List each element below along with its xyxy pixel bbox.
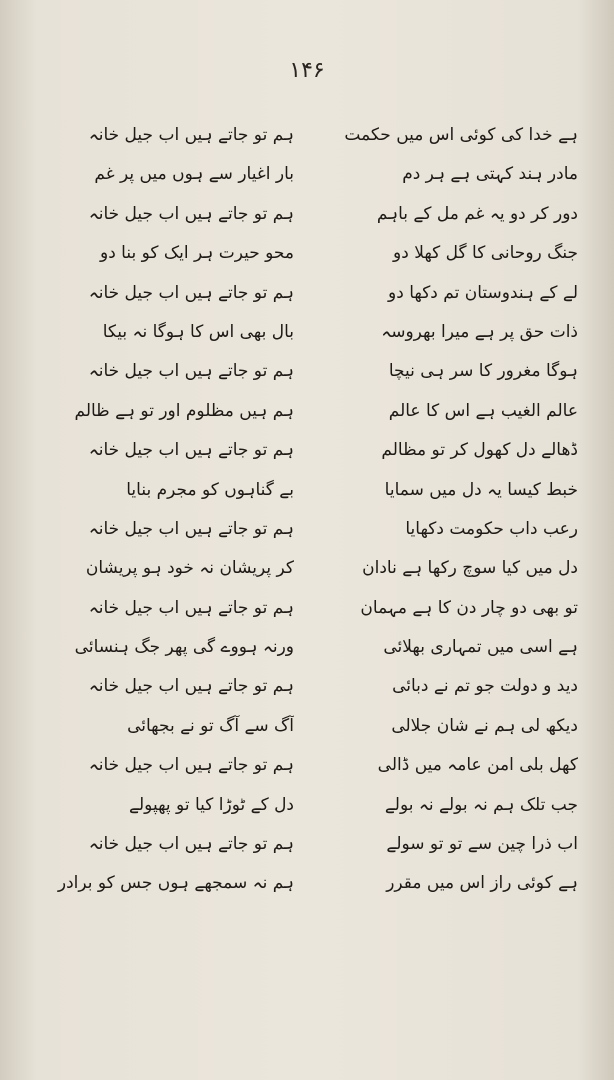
verse-line: تو بھی دو چار دن کا ہے مہمان — [360, 597, 578, 618]
verse-line: محو حیرت ہر ایک کو بنا دو — [99, 243, 294, 264]
verse-line: ہم تو جاتے ہیں اب جیل خانہ — [88, 203, 294, 224]
verse-column-left — [36, 116, 294, 904]
verse-line: جب تلک ہم نہ بولے نہ بولے — [384, 794, 578, 815]
verse-line: کر پریشان نہ خود ہو پریشان — [85, 558, 294, 579]
verse-line: ہم تو جاتے ہیں اب جیل خانہ — [88, 282, 294, 303]
verse-line: دل کے ٹوڑا کیا تو پھپولے — [129, 794, 294, 815]
verse-line: آگ سے آگ تو نے بجھائی — [127, 715, 294, 736]
verse-line: کھل بلی امن عامہ میں ڈالی — [377, 755, 578, 776]
verse-line: بے گناہوں کو مجرم بنایا — [126, 479, 294, 500]
verse-line: ہم نہ سمجھے ہوں جس کو برادر — [57, 873, 294, 894]
verse-line: ڈھالے دل کھول کر تو مظالم — [381, 440, 578, 461]
verse-line: ورنہ ہووے گی پھر جگ ہنسائی — [74, 637, 294, 658]
verse-line: جنگ روحانی کا گل کھلا دو — [393, 243, 578, 264]
verse-line: ہوگا مغرور کا سر ہی نیچا — [388, 361, 578, 382]
verse-line: عالم الغیب ہے اس کا عالم — [388, 400, 578, 421]
verse-line: ہم تو جاتے ہیں اب جیل خانہ — [88, 676, 294, 697]
verse-line: لے کے ہندوستان تم دکھا دو — [388, 282, 578, 303]
verse-line: ہم تو جاتے ہیں اب جیل خانہ — [88, 361, 294, 382]
verse-line: بار اغیار سے ہوں میں پر غم — [94, 164, 294, 185]
verse-line: ہم تو جاتے ہیں اب جیل خانہ — [88, 597, 294, 618]
verse-line: ہم تو جاتے ہیں اب جیل خانہ — [88, 755, 294, 776]
verse-line: مادر ہند کہتی ہے ہر دم — [402, 164, 578, 185]
verse-line: دل میں کیا سوچ رکھا ہے نادان — [362, 558, 578, 579]
verse-line: دیکھ لی ہم نے شان جلالی — [391, 715, 578, 736]
verse-line: ہم ہیں مظلوم اور تو ہے ظالم — [74, 400, 294, 421]
verse-line: ہم تو جاتے ہیں اب جیل خانہ — [88, 834, 294, 855]
verse-line: دید و دولت جو تم نے دبائی — [392, 676, 578, 697]
verse-line: اب ذرا چین سے تو تو سولے — [386, 834, 578, 855]
verse-line: دور کر دو یہ غم مل کے باہم — [376, 203, 578, 224]
verse-line: رعب داب حکومت دکھایا — [405, 518, 578, 539]
page-number: ۱۴۶ — [289, 58, 325, 83]
verse-column-right — [320, 116, 578, 904]
verse-line: ذات حق پر ہے میرا بھروسہ — [381, 321, 578, 342]
verse-line: ہم تو جاتے ہیں اب جیل خانہ — [88, 125, 294, 145]
verse-line: ہم تو جاتے ہیں اب جیل خانہ — [88, 518, 294, 539]
verse-line: بال بھی اس کا ہوگا نہ بیکا — [102, 321, 294, 342]
verse-line: ہے کوئی راز اس میں مقرر — [386, 873, 578, 894]
verse-line: ہے اسی میں تمہاری بھلائی — [383, 637, 578, 658]
verse-line: خبط کیسا یہ دل میں سمایا — [384, 479, 578, 500]
verse-line: ہے خدا کی کوئی اس میں حکمت — [344, 125, 578, 145]
verse-line: ہم تو جاتے ہیں اب جیل خانہ — [88, 440, 294, 461]
